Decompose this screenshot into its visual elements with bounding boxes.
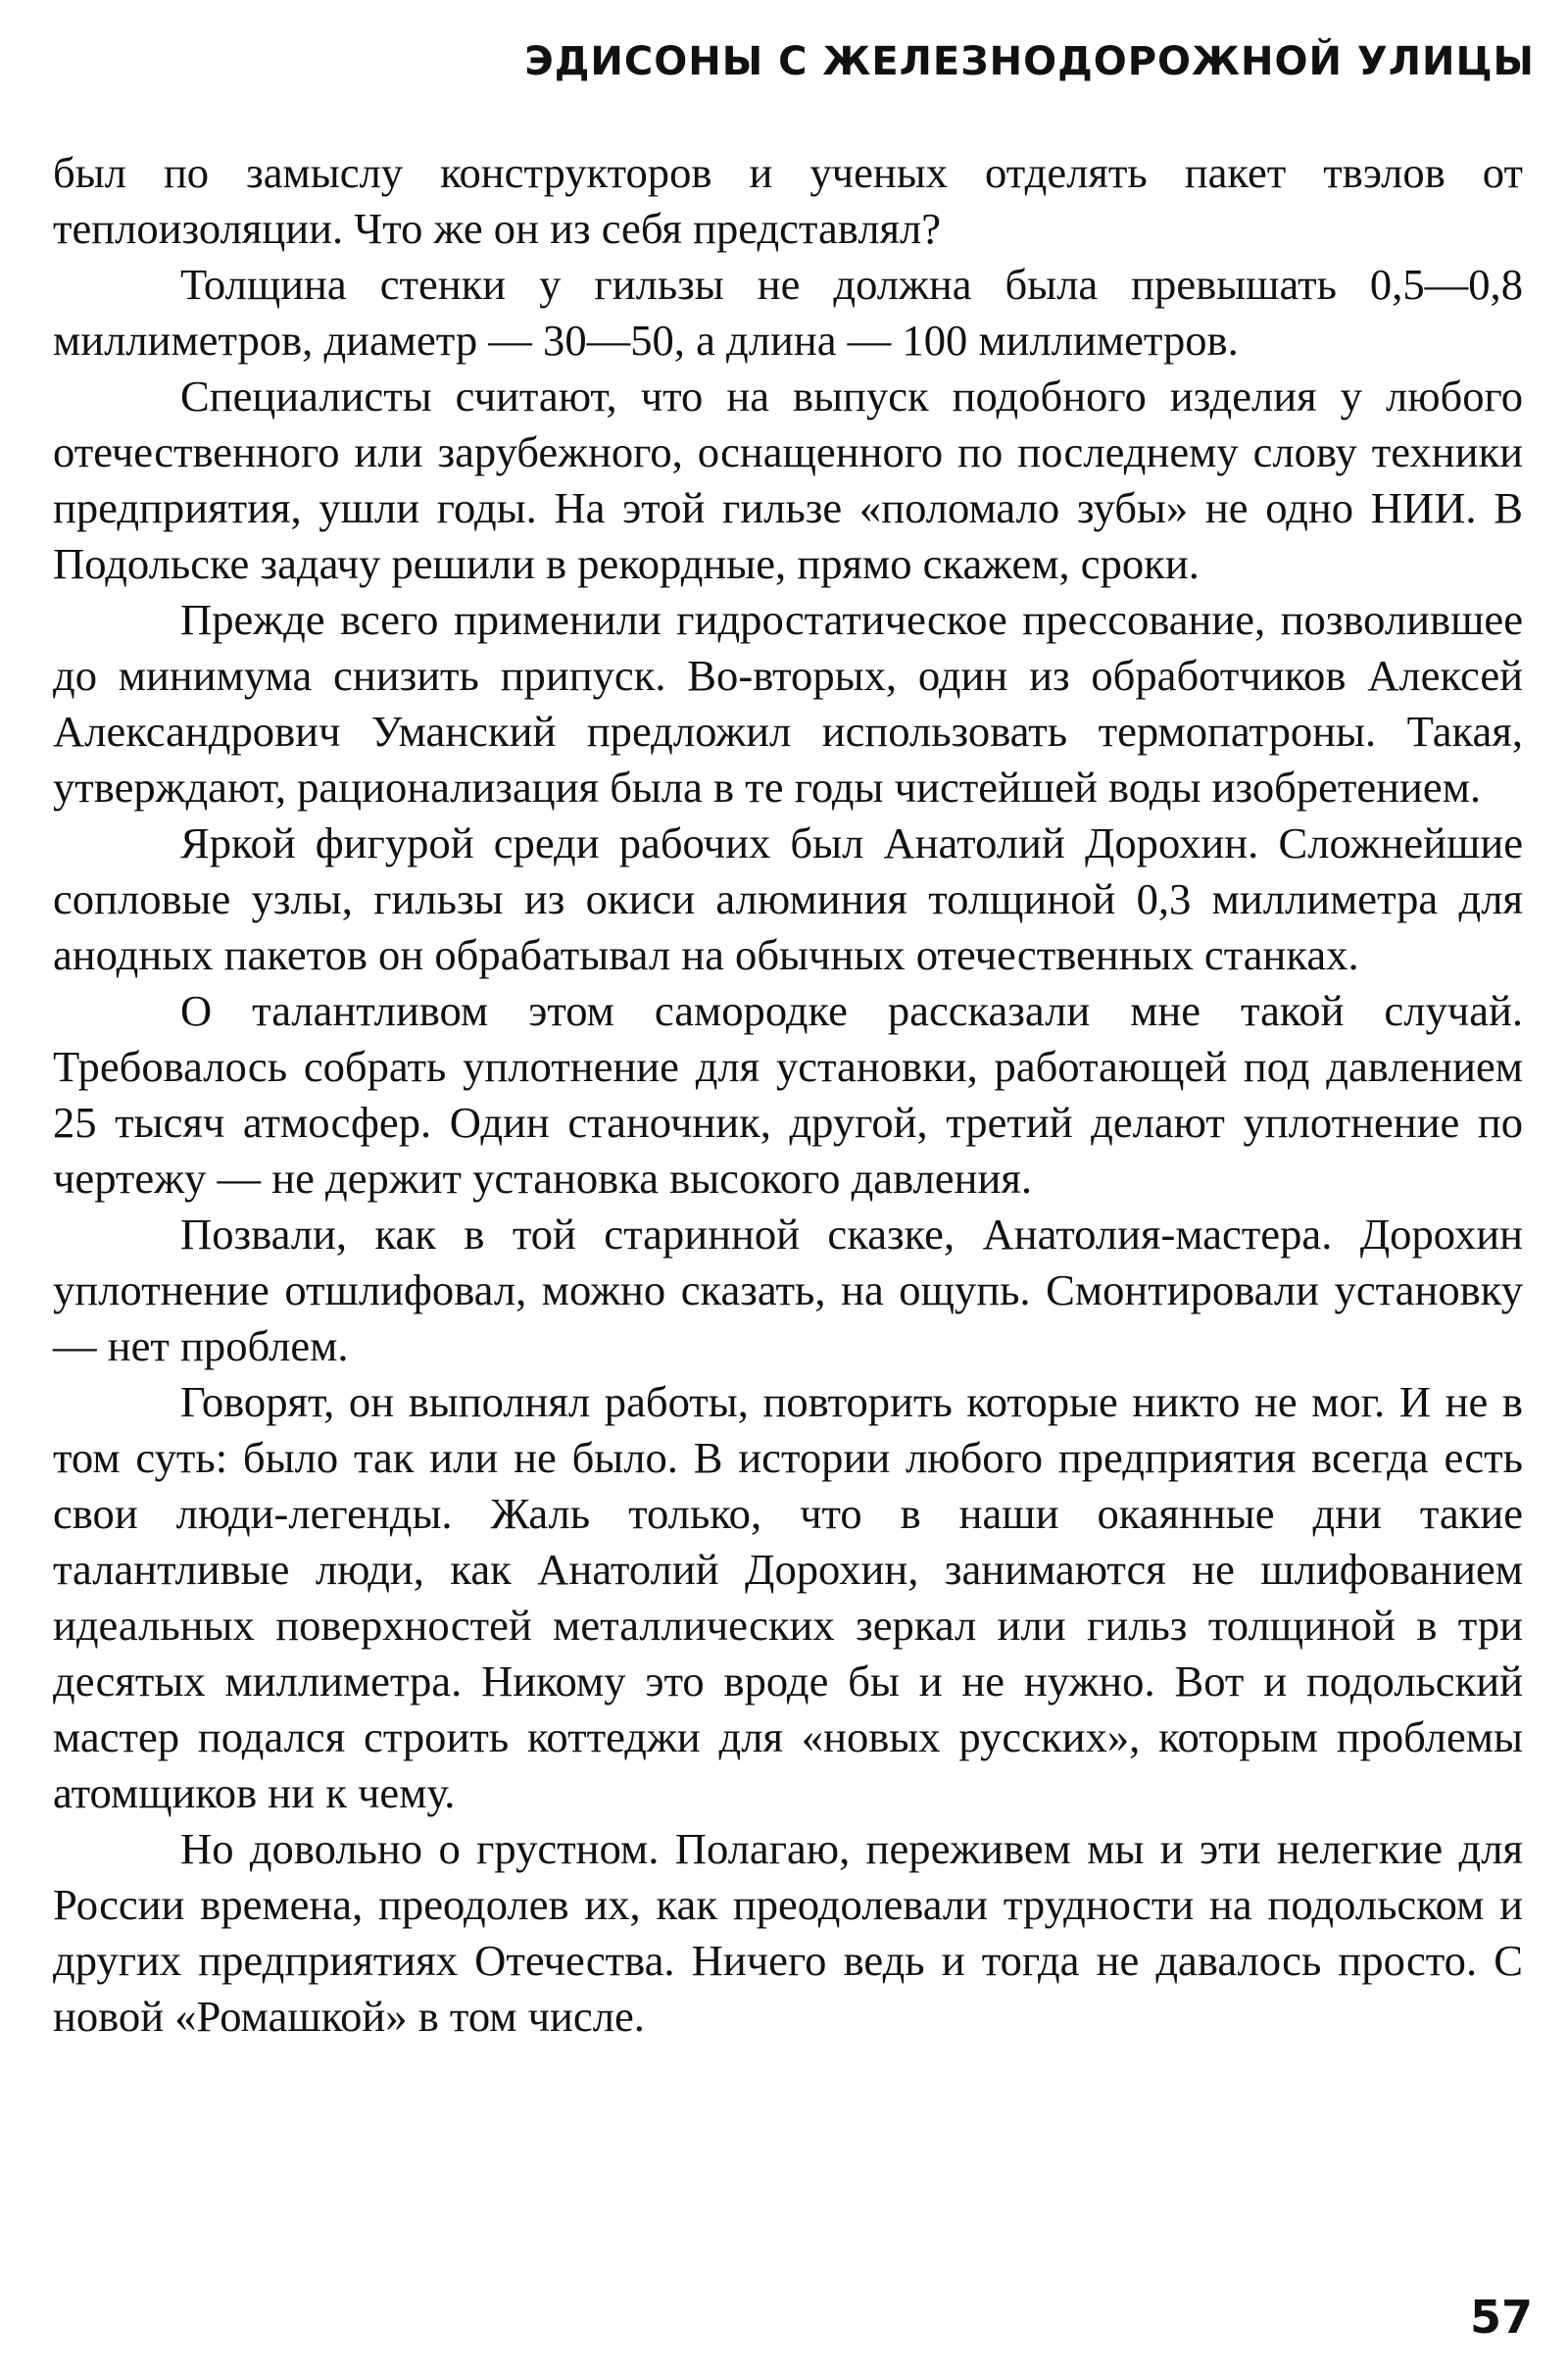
paragraph: Позвали, как в той старинной сказке, Анатолия-мастера. Дорохин уплотнение отшлифовал, можно сказать, на ощупь. Смонтировали установку — нет проблем.: [53, 1210, 1523, 1370]
paragraph: Прежде всего применили гидростатическое прессование, позволившее до минимума снизить припуск. Во-вторых, один из обработчиков Алексей Александрович Уманский предложил использовать термопатроны. Такая, утверждают, рационализация была в те годы чистейшей воды изобретением.: [53, 595, 1523, 812]
paragraph: Толщина стенки у гильзы не должна была превышать 0,5—0,8 миллиметров, диаметр — 30—50, а длина — 100 миллиметров.: [53, 260, 1523, 365]
paragraph: Говорят, он выполнял работы, повторить которые никто не мог. И не в том суть: было так или не было. В истории любого предприятия всегда есть свои люди-легенды. Жаль только, что в наши окаянные дни такие талантливые люди, как Анатолий Дорохин, занимаются не шлифованием идеальных поверхностей металлических зеркал или гильз толщиной в три десятых миллиметра. Никому это вроде бы и не нужно. Вот и подольский мастер подался строить коттеджи для «новых русских», которым проблемы атомщиков ни к чему.: [53, 1377, 1523, 1817]
paragraph: Специалисты считают, что на выпуск подобного изделия у любого отечественного или зарубежного, оснащенного по последнему слову техники предприятия, ушли годы. На этой гильзе «поломало зубы» не одно НИИ. В Подольске задачу решили в рекордные, прямо скажем, сроки.: [53, 371, 1523, 588]
paragraph: О талантливом этом самородке рассказали мне такой случай. Требовалось собрать уплотнение для установки, работающей под давлением 25 тысяч атмосфер. Один станочник, другой, третий делают уплотнение по чертежу — не держит установка высокого давления.: [53, 986, 1523, 1203]
paragraph: Но довольно о грустном. Полагаю, переживем мы и эти нелегкие для России времена, преодолев их, как преодолевали трудности на подольском и других предприятиях Отечества. Ничего ведь и тогда не давалось просто. С новой «Ромашкой» в том числе.: [53, 1824, 1523, 2041]
paragraph: был по замыслу конструкторов и ученых отделять пакет твэлов от теплоизоляции. Что же он из себя представлял?: [53, 148, 1523, 253]
paragraph: Яркой фигурой среди рабочих был Анатолий Дорохин. Сложнейшие сопловые узлы, гильзы из окиси алюминия толщиной 0,3 миллиметра для анодных пакетов он обрабатывал на обычных отечественных станках.: [53, 818, 1523, 979]
page-number: 57: [1469, 2291, 1533, 2344]
body-text: [53, 145, 1523, 2045]
running-head: ЭДИСОНЫ С ЖЕЛЕЗНОДОРОЖНОЙ УЛИЦЫ: [524, 39, 1535, 84]
